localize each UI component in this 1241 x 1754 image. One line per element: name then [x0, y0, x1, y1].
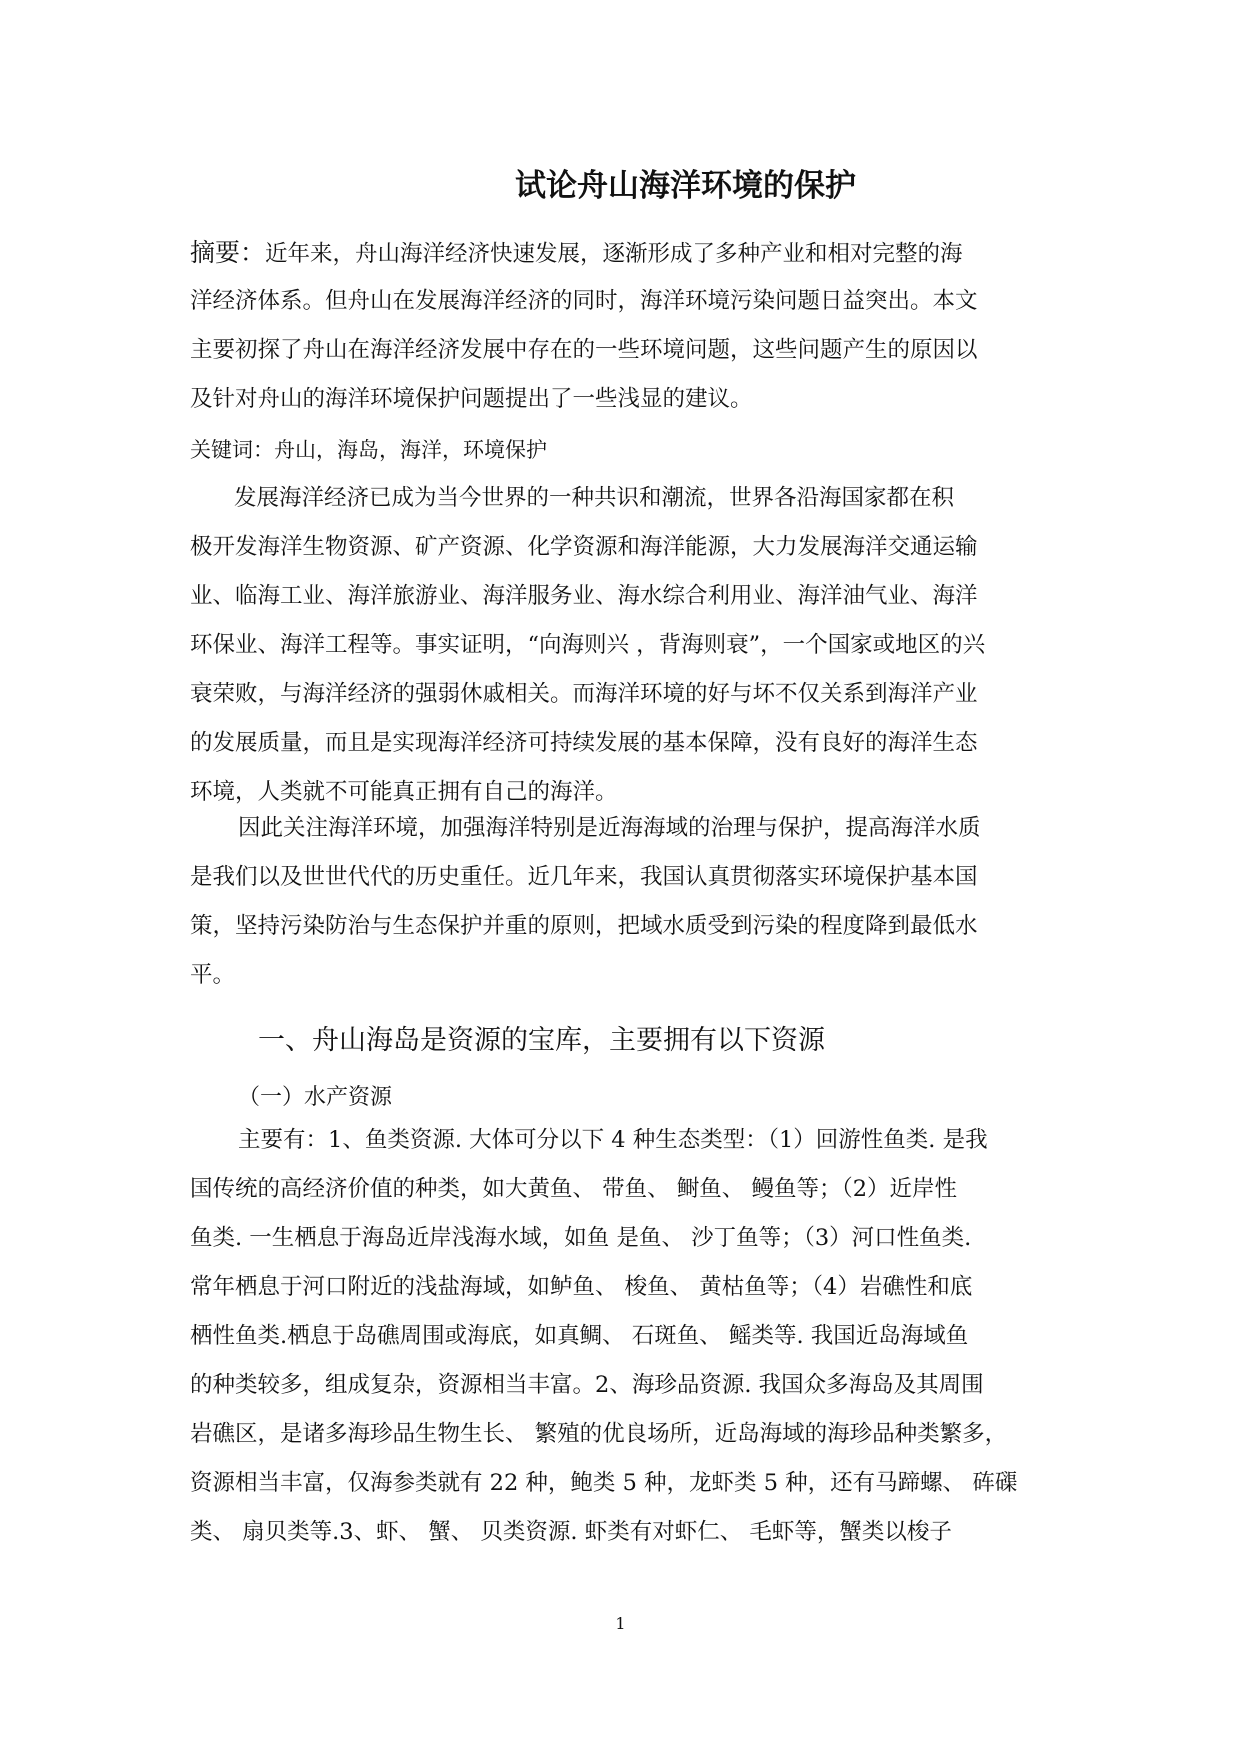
abstract [190, 228, 1060, 424]
paragraph-3-line: 常年栖息于河口附近的浅盐海域，如鲈鱼、 梭鱼、 黄枯鱼等；（4）岩礁性和底 [190, 1274, 973, 1300]
paragraph-3-line: 主要有：1、鱼类资源. 大体可分以下 4 种生态类型：（1）回游性鱼类. 是我 [238, 1127, 988, 1153]
paragraph-2 [190, 804, 1060, 1000]
paragraph-2-line: 因此关注海洋环境，加强海洋特别是近海海域的治理与保护，提高海洋水质 [238, 815, 981, 841]
keywords-text: 舟山，海岛，海洋，环境保护 [274, 438, 547, 462]
paragraph-3-line: 类、 扇贝类等.3、虾、 蟹、 贝类资源. 虾类有对虾仁、 毛虾等，蟹类以梭子 [190, 1519, 952, 1545]
paragraph-2-line: 平。 [190, 962, 236, 988]
paragraph-3-line: 资源相当丰富，仅海参类就有 22 种，鲍类 5 种，龙虾类 5 种，还有马蹄螺、 砗磲 [190, 1470, 1018, 1496]
document-title: 试论舟山海洋环境的保护 [515, 168, 856, 204]
paragraph-1-line: 的发展质量，而且是实现海洋经济可持续发展的基本保障，没有良好的海洋生态 [190, 730, 978, 756]
paragraph-3-line: 的种类较多，组成复杂，资源相当丰富。2、海珍品资源. 我国众多海岛及其周围 [190, 1372, 984, 1398]
keywords-label: 关键词： [190, 438, 274, 462]
keywords [190, 430, 547, 470]
subsection-heading: （一）水产资源 [238, 1085, 393, 1110]
paragraph-1-line: 业、临海工业、海洋旅游业、海洋服务业、海水综合利用业、海洋油气业、海洋 [190, 583, 978, 609]
paragraph-3-line: 鱼类. 一生栖息于海岛近岸浅海水域，如鱼 是鱼、 沙丁鱼等；（3）河口性鱼类. [190, 1225, 972, 1251]
section-heading: 一、舟山海岛是资源的宝库，主要拥有以下资源 [258, 1025, 825, 1056]
abstract-line-3: 主要初探了舟山在海洋经济发展中存在的一些环境问题，这些问题产生的原因以 [190, 337, 978, 363]
paragraph-1-line: 极开发海洋生物资源、矿产资源、化学资源和海洋能源，大力发展海洋交通运输 [190, 534, 978, 560]
paragraph-3-line: 岩礁区，是诸多海珍品生物生长、 繁殖的优良场所，近岛海域的海珍品种类繁多， [190, 1421, 1008, 1447]
paragraph-3 [190, 1116, 1060, 1557]
abstract-label: 摘要： [190, 238, 266, 267]
paragraph-1-line: 发展海洋经济已成为当今世界的一种共识和潮流，世界各沿海国家都在积 [234, 485, 955, 511]
paragraph-2-line: 是我们以及世世代代的历史重任。近几年来，我国认真贯彻落实环境保护基本国 [190, 864, 978, 890]
paragraph-1-line: 衰荣败，与海洋经济的强弱休戚相关。而海洋环境的好与坏不仅关系到海洋产业 [190, 681, 978, 707]
page-number: 1 [615, 1614, 626, 1633]
abstract-line-1: 摘要：近年来，舟山海洋经济快速发展，逐渐形成了多种产业和相对完整的海 [190, 238, 963, 267]
abstract-line-4: 及针对舟山的海洋环境保护问题提出了一些浅显的建议。 [190, 386, 753, 412]
paragraph-1-line: 环境，人类就不可能真正拥有自己的海洋。 [190, 779, 618, 805]
paragraph-1-line: 环保业、海洋工程等。事实证明，“向海则兴 ，背海则衰”，一个国家或地区的兴 [190, 632, 986, 658]
paragraph-1 [190, 474, 1060, 817]
paragraph-2-line: 策，坚持污染防治与生态保护并重的原则，把域水质受到污染的程度降到最低水 [190, 913, 978, 939]
paragraph-3-line: 栖性鱼类.栖息于岛礁周围或海底，如真鲷、 石斑鱼、 鳐类等. 我国近岛海域鱼 [190, 1323, 969, 1349]
paragraph-3-line: 国传统的高经济价值的种类，如大黄鱼、 带鱼、 鲥鱼、 鳗鱼等；（2）近岸性 [190, 1176, 958, 1202]
abstract-line-2: 洋经济体系。但舟山在发展海洋经济的同时，海洋环境污染问题日益突出。本文 [190, 288, 978, 314]
